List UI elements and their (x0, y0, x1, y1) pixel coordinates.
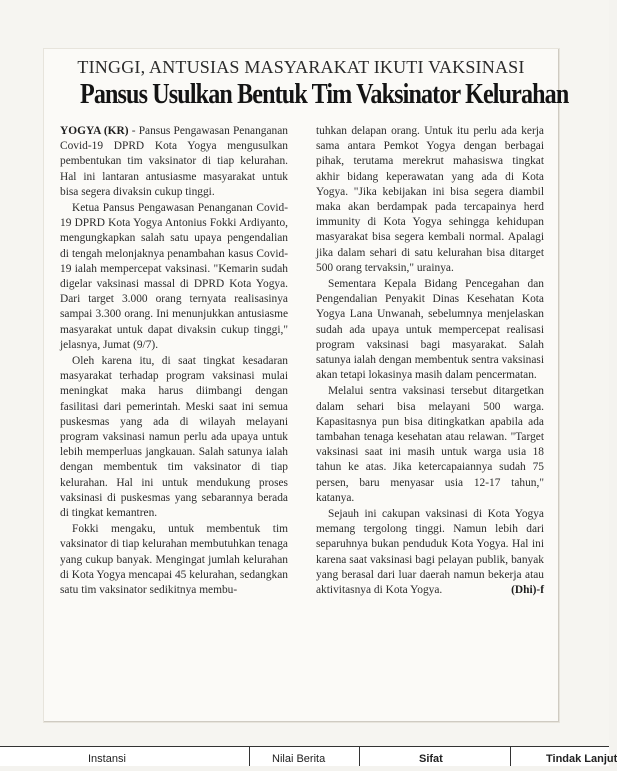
footer-divider (249, 747, 250, 766)
paragraph: Sementara Kepala Bidang Pencegahan dan Pengendalian Penyakit Dinas Kesehatan Kota Yogya Lana Unwanah, sebelumnya menjelaskan sudah ada upaya untuk mempercepat realisasi program vaksinasi bagi masyarakat. Salah satunya ialah dengan membentuk sentra vaksinasi akan tetapi lokasinya masih dalam pencermatan. (316, 278, 544, 382)
footer-divider (510, 747, 511, 766)
footer-divider (359, 747, 360, 766)
paragraph: Sejauh ini cakupan vaksinasi di Kota Yogya memang tergolong tinggi. Namun lebih dari separuhnya bukan penduduk Kota Yogya. Hal ini karena saat vaksinasi bagi pelayan publik, banyak yang berasal dari luar daerah namun bekerja atau aktivitasnya di Kota Yogya. (Dhi)-f (316, 507, 544, 598)
paragraph: Melalui sentra vaksinasi tersebut ditargetkan dalam sehari bisa melayani 500 warga. Kapasitasnya pun bisa ditingkatkan apabila ada tambahan tenaga kesehatan atau relawan. "Target vaksinasi saat ini masih untuk warga usia 18 tahun ke atas. Jika ketercapaiannya sudah 75 persen, baru menyasar usia 12-17 tahun," katanya. (316, 385, 544, 504)
article-kicker: TINGGI, ANTUSIAS MASYARAKAT IKUTI VAKSINASI (77, 57, 525, 77)
footer-cell-tindak-lanjut: Tindak Lanjut (546, 753, 617, 765)
article-signoff: (Dhi)-f (511, 584, 544, 597)
paragraph: Ketua Pansus Pengawasan Penanganan Covid-19 DPRD Kota Yogya Antonius Fokki Ardiyanto, mengungkapkan salah satu upaya pengendalian di tengah melonjaknya penambahan kasus Covid-19 ialah mempercepat vaksinasi. "Kemarin sudah digelar vaksinasi massal di DPRD Kota Yogya. Dari target 3.000 orang ternyata realisasinya sampai 3.300 orang. Ini menunjukkan antusiasme masyarakat untuk dapat divaksin cukup tinggi," jelasnya, Jumat (9/7). (60, 202, 288, 351)
paragraph: tuhkan delapan orang. Untuk itu perlu ada kerja sama antara Pemkot Yogya dengan berbagai pihak, terutama merekrut mahasiswa tingkat akhir bidang keperawatan yang ada di Kota Yogya. "Jika kebijakan ini bisa segera diambil maka akan berdampak pada tercapainya herd immunity di Kota Yogya sehingga kehidupan masyarakat bisa segera kembali normal. Apalagi jika dalam sehari di satu kelurahan bisa ditarget 500 orang tervaksin," urainya. (316, 125, 544, 274)
newspaper-clipping (44, 49, 569, 722)
footer-cell-sifat: Sifat (419, 753, 443, 765)
article-column-left (60, 124, 288, 599)
paragraph: Fokki mengaku, untuk membentuk tim vaksinator di tiap kelurahan membutuhkan tenaga yang cukup banyak. Mengingat jumlah kelurahan di Kota Yogya mencapai 45 kelurahan, sedangkan satu tim vaksinator sedikitnya membu- (60, 523, 288, 597)
footer-cell-instansi: Instansi (88, 753, 126, 765)
archive-form-bar (0, 746, 617, 766)
article-column-right (316, 124, 544, 599)
paragraph: YOGYA (KR) - Pansus Pengawasan Penanganan Covid-19 DPRD Kota Yogya mengusulkan pembentukan tim vaksinator di tiap kelurahan. Hal ini lantaran antusiasme masyarakat untuk bisa segera divaksin cukup tinggi. (60, 125, 288, 198)
footer-cell-nilai-berita: Nilai Berita (272, 753, 326, 765)
article-dateline: YOGYA (KR) (60, 125, 129, 137)
article-headline: Pansus Usulkan Bentuk Tim Vaksinator Kelurahan (79, 79, 569, 110)
paragraph: Oleh karena itu, di saat tingkat kesadaran masyarakat terhadap program vaksinasi mulai meningkat maka harus diimbangi dengan fasilitasi dari pemerintah. Meski saat ini semua puskesmas yang ada di wilayah melayani program vaksinasi namun perlu ada upaya untuk lebih memperluas jangkauan. Salah satunya ialah dengan membentuk tim vaksinator di tiap kelurahan. Hal ini untuk mendukung proses vaksinasi di puskesmas yang sebarannya berada di tingkat kemantren. (60, 355, 288, 520)
